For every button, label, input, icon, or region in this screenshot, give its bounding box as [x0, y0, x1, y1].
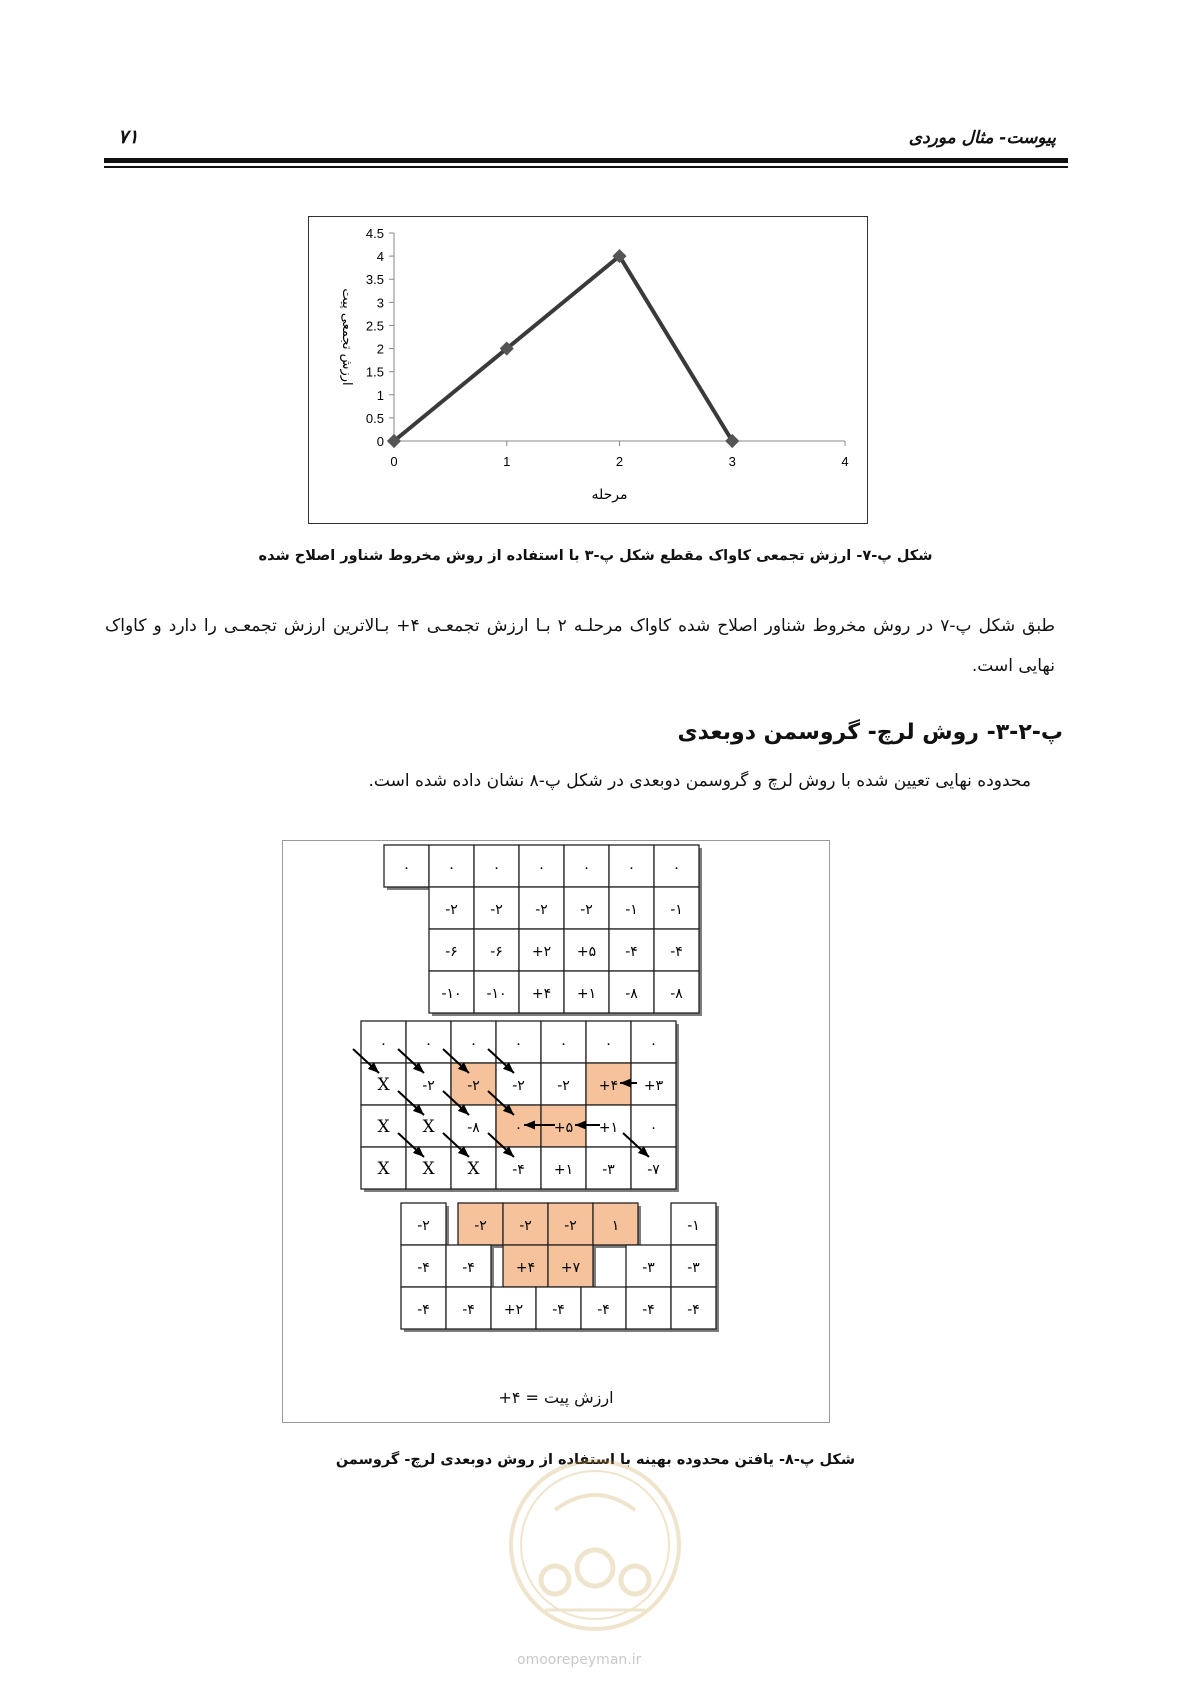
x-tick-label: 0 — [390, 454, 398, 469]
y-tick-label: 4 — [376, 249, 384, 265]
cell-value: -۲ — [490, 902, 503, 918]
series-line — [394, 256, 732, 441]
cell-value: -۲ — [467, 1078, 480, 1094]
cell-value: X — [377, 1159, 390, 1179]
figure-8-caption: شکل پ-۸- یافتن محدوده بهینه با استفاده از روش دوبعدی لرچ- گروسمن — [335, 1452, 856, 1468]
y-tick-label: 2.5 — [365, 318, 384, 334]
cell-value: ۰ — [649, 1120, 658, 1136]
cell-value: ۰ — [492, 860, 501, 876]
cell-value: ۰ — [582, 860, 591, 876]
cell-value: ۰ — [514, 1120, 523, 1136]
cell-value: ۰ — [402, 860, 411, 876]
cell-value: +۴ — [598, 1078, 619, 1094]
cell-value: ۰ — [627, 860, 636, 876]
cell-value: ۰ — [649, 1036, 658, 1052]
lerchs-grossmann-figure — [282, 840, 830, 1423]
cell-value: -۸ — [670, 986, 683, 1002]
cell-value: -۱ — [625, 902, 638, 918]
cell-value: +۷ — [560, 1260, 581, 1276]
cell-value: -۴ — [597, 1302, 610, 1318]
cell-value: -۴ — [670, 944, 683, 960]
cell-value: ۰ — [379, 1036, 388, 1052]
figure-7-caption: شکل پ-۷- ارزش تجمعی کاواک مقطع شکل پ-۳ با استفاده از روش مخروط شناور اصلاح شده — [258, 548, 933, 564]
cell-value: -۴ — [687, 1302, 700, 1318]
cell-value: -۱۰ — [486, 986, 507, 1002]
cell-value: X — [467, 1159, 480, 1179]
pit-value-label: ارزش پیت = ۴+ — [498, 1388, 614, 1407]
block-model-grids — [283, 841, 829, 1422]
x-axis-label: مرحله — [591, 487, 628, 503]
cell-value: -۷ — [647, 1162, 660, 1178]
y-tick-label: 3.5 — [365, 272, 384, 288]
cell-value: -۲ — [580, 902, 593, 918]
cell-value: X — [422, 1159, 435, 1179]
cell-value: ۰ — [559, 1036, 568, 1052]
cell-value: +۱ — [553, 1162, 574, 1178]
y-tick-label: 3 — [376, 295, 384, 311]
section-heading: پ-۲-۳- روش لرچ- گروسمن دوبعدی — [677, 720, 1063, 745]
cell-value: -۱ — [687, 1218, 700, 1234]
page-number: ۷۱ — [118, 126, 139, 148]
cell-value: -۳ — [642, 1260, 655, 1276]
cell-value: -۳ — [687, 1260, 700, 1276]
cell-value: -۲ — [445, 902, 458, 918]
cell-value: +۲ — [503, 1302, 524, 1318]
cell-value: +۵ — [553, 1120, 574, 1136]
y-tick-label: 0 — [376, 434, 384, 449]
cell-value: ۰ — [424, 1036, 433, 1052]
cell-value: -۴ — [625, 944, 638, 960]
cell-value: -۴ — [552, 1302, 565, 1318]
x-tick-label: 1 — [503, 454, 511, 469]
watermark-seal — [505, 1450, 685, 1640]
cell-value: ۰ — [537, 860, 546, 876]
cell-value: -۲ — [474, 1218, 487, 1234]
cell-value: -۴ — [642, 1302, 655, 1318]
cell-value: -۱۰ — [441, 986, 462, 1002]
cell-value: X — [422, 1117, 435, 1137]
header-rule — [104, 158, 1068, 163]
cell-value: -۲ — [535, 902, 548, 918]
header-rule-thin — [104, 166, 1068, 168]
y-tick-label: 1.5 — [365, 364, 384, 380]
x-tick-label: 4 — [841, 454, 849, 469]
cell-value: -۴ — [462, 1302, 475, 1318]
y-axis-label: ارزش تجمعی پیت — [339, 288, 354, 386]
cell-value: +۵ — [576, 944, 597, 960]
cell-value: ۰ — [604, 1036, 613, 1052]
cell-value: -۴ — [462, 1260, 475, 1276]
cell-value: +۴ — [531, 986, 552, 1002]
cell-value: X — [377, 1075, 390, 1095]
paragraph-1: طبق شکل پ-۷ در روش مخروط شناور اصلاح شده کاواک مرحلـه ۲ بـا ارزش تجمعـی ۴+ بـالاترین ارزش تجمعـی را دارد و کاواک نهایی است. — [105, 616, 1056, 676]
cell-value: ۰ — [672, 860, 681, 876]
cell-value: +۲ — [531, 944, 552, 960]
cell-value: -۲ — [557, 1078, 570, 1094]
y-tick-label: 2 — [376, 341, 384, 357]
cell-value: -۲ — [564, 1218, 577, 1234]
cell-value: -۳ — [602, 1162, 615, 1178]
cell-value: +۱ — [598, 1120, 619, 1136]
cell-value: -۲ — [519, 1218, 532, 1234]
cell-value: ۰ — [447, 860, 456, 876]
cell-value: +۱ — [576, 986, 597, 1002]
cell-value: -۸ — [625, 986, 638, 1002]
cell-value: +۴ — [515, 1260, 536, 1276]
cell-value: -۲ — [512, 1078, 525, 1094]
running-header-title: پیوست- مثال موردی — [908, 128, 1056, 148]
cell-value: -۴ — [417, 1260, 430, 1276]
cell-value: -۱ — [670, 902, 683, 918]
cell-value: +۳ — [643, 1078, 664, 1094]
cell-value: -۶ — [490, 944, 503, 960]
cell-value: -۲ — [417, 1218, 430, 1234]
cell-value: -۶ — [445, 944, 458, 960]
line-chart — [309, 217, 867, 523]
chart-figure — [308, 216, 868, 524]
watermark-site: omoorepeyman.ir — [517, 1652, 642, 1668]
x-tick-label: 3 — [728, 454, 736, 469]
cell-value: ۰ — [514, 1036, 523, 1052]
cell-value: -۸ — [467, 1120, 480, 1136]
paragraph-2: محدوده نهایی تعیین شده با روش لرچ و گروسمن دوبعدی در شکل پ-۸ نشان داده شده است. — [368, 771, 1031, 791]
y-tick-label: 0.5 — [365, 410, 384, 426]
cell-value: -۴ — [417, 1302, 430, 1318]
x-tick-label: 2 — [615, 454, 624, 469]
cell-value: -۴ — [512, 1162, 525, 1178]
y-tick-label: 4.5 — [365, 226, 384, 241]
cell-value: ۰ — [469, 1036, 478, 1052]
y-tick-label: 1 — [376, 387, 384, 403]
cell-value: X — [377, 1117, 390, 1137]
cell-value: -۲ — [422, 1078, 435, 1094]
cell-value: ۱ — [611, 1218, 620, 1234]
